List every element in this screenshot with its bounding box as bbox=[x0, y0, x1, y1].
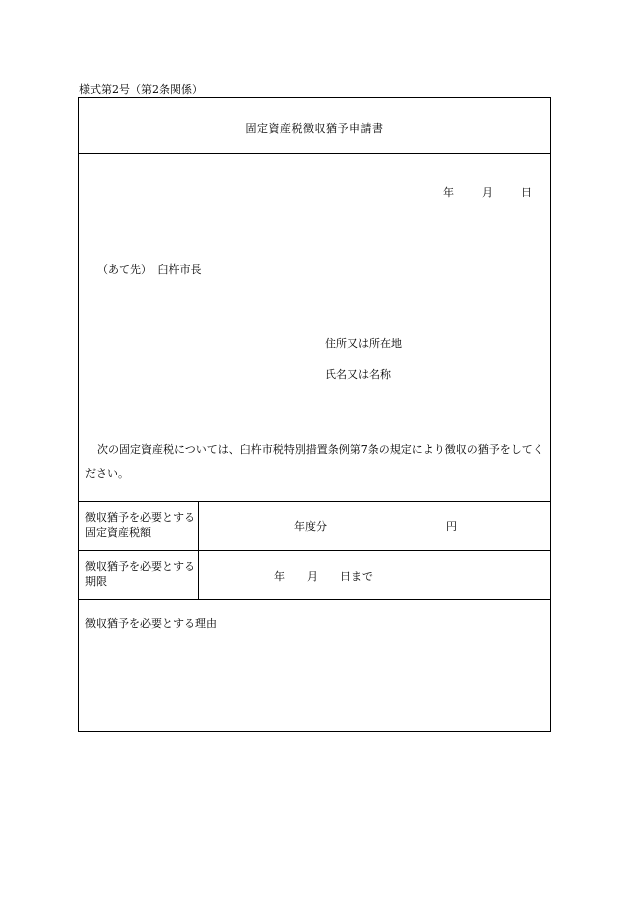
amount-label: 徴収猶予を必要とする固定資産税額 bbox=[79, 502, 199, 551]
date-year: 年 bbox=[443, 186, 454, 199]
title-row bbox=[79, 98, 550, 154]
application-form bbox=[78, 97, 551, 732]
date-month: 月 bbox=[482, 186, 493, 199]
date-line bbox=[443, 184, 532, 200]
date-day: 日 bbox=[521, 186, 532, 199]
deadline-value: 年 月 日まで bbox=[274, 570, 373, 583]
deadline-row bbox=[79, 550, 550, 600]
request-text: 次の固定資産税については、臼杵市税特別措置条例第7条の規定により徴収の猶予をしてください。 bbox=[85, 443, 544, 480]
deadline-label: 徴収猶予を必要とする期限 bbox=[79, 551, 199, 600]
form-number: 様式第2号（第2条関係） bbox=[79, 83, 203, 96]
amount-row bbox=[79, 501, 550, 551]
amount-currency: 円 bbox=[446, 520, 457, 533]
address-label: 住所又は所在地 bbox=[325, 337, 402, 350]
reason-label: 徴収猶予を必要とする理由 bbox=[85, 617, 217, 630]
form-title: 固定資産税徴収猶予申請書 bbox=[245, 122, 384, 135]
reason-row bbox=[79, 599, 550, 732]
name-label: 氏名又は名称 bbox=[325, 368, 391, 381]
amount-year-suffix: 年度分 bbox=[294, 520, 327, 533]
addressee: （あて先） 臼杵市長 bbox=[97, 263, 202, 276]
